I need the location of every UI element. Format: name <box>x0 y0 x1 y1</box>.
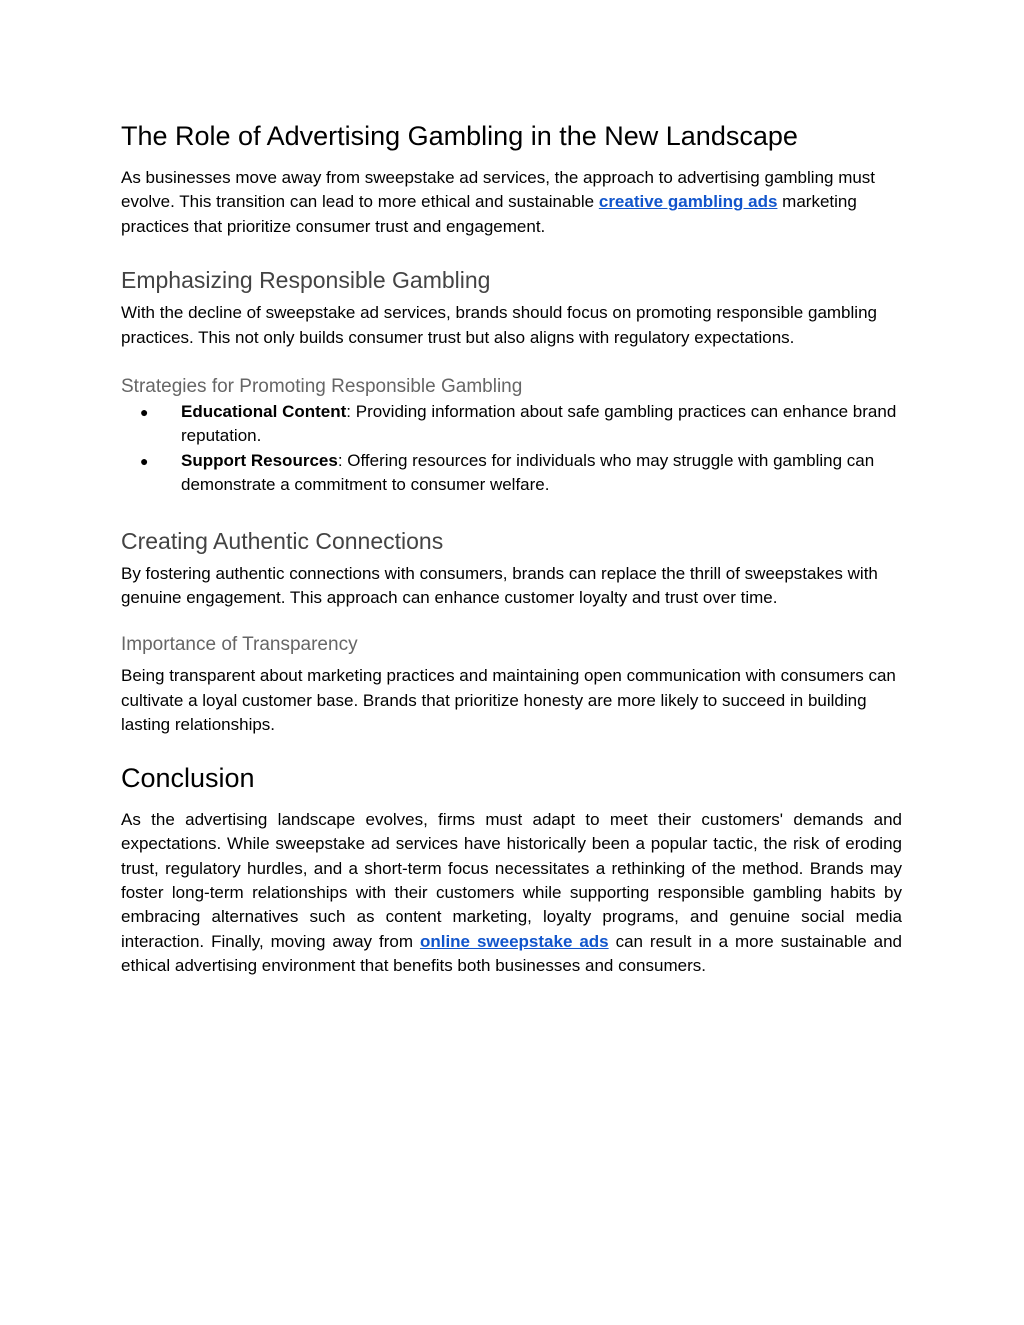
authentic-connections-paragraph: By fostering authentic connections with consumers, brands can replace the thrill of sweepstakes with genuine engagement. This approach can enhance customer loyalty and trust over time. <box>121 563 878 608</box>
list-item-bold: Educational Content <box>181 402 347 422</box>
conclusion-text-end: can result in a more sustainable and ethical advertising environment that benefits both businesses and consumers. <box>121 931 902 976</box>
bullet-icon: ● <box>140 404 149 421</box>
conclusion-text-start: As the advertising landscape evolves, firms must adapt to meet their customers' demands and expectations. While sweepstake ad services have historically been a popular tactic, the risk of eroding trust, regulatory hurdles, and a short-term focus necessitates a rethinking of the method. Brands may foster long-term relationships with their customers while supporting responsible gambling habits by embracing alternatives such as content marketing, loyalty programs, and genuine social media interaction. Finally, moving away from <box>121 809 902 951</box>
strategies-list <box>121 400 902 498</box>
conclusion-heading: Conclusion <box>121 762 255 793</box>
conclusion-paragraph <box>121 808 902 979</box>
document-content <box>121 118 902 979</box>
intro-text-start: As businesses move away from sweepstake ad services, the approach to advertising gambling must evolve. This transition can lead to more ethical and sustainable <box>121 168 876 212</box>
transparency-paragraph: Being transparent about marketing practices and maintaining open communication with consumers can cultivate a loyal customer base. Brands that prioritize honesty are more likely to succeed in building lasting relationships. <box>121 666 896 735</box>
list-item <box>121 449 902 498</box>
list-item-text: : Offering resources for individuals who may struggle with gambling can demonstrate a commitment to consumer welfare. <box>181 450 875 495</box>
list-item-bold: Support Resources <box>181 450 338 470</box>
responsible-gambling-heading: Emphasizing Responsible Gambling <box>121 267 491 294</box>
page-title: The Role of Advertising Gambling in the New Landscape <box>121 121 798 151</box>
list-item <box>121 400 902 449</box>
creative-gambling-ads-link[interactable]: creative gambling ads <box>598 192 778 212</box>
list-item-text: : Providing information about safe gambling practices can enhance brand reputation. <box>181 402 897 446</box>
transparency-subheading: Importance of Transparency <box>121 634 358 656</box>
responsible-gambling-paragraph: With the decline of sweepstake ad services, brands should focus on promoting responsible gambling practices. This not only builds consumer trust but also aligns with regulatory expectations. <box>121 303 877 347</box>
intro-paragraph <box>121 166 902 239</box>
authentic-connections-heading: Creating Authentic Connections <box>121 527 444 554</box>
intro-text-end: marketing practices that prioritize consumer trust and engagement. <box>121 192 857 236</box>
online-sweepstake-ads-link[interactable]: online sweepstake ads <box>419 931 609 951</box>
strategies-subheading: Strategies for Promoting Responsible Gambling <box>121 376 523 398</box>
bullet-icon: ● <box>140 452 149 469</box>
